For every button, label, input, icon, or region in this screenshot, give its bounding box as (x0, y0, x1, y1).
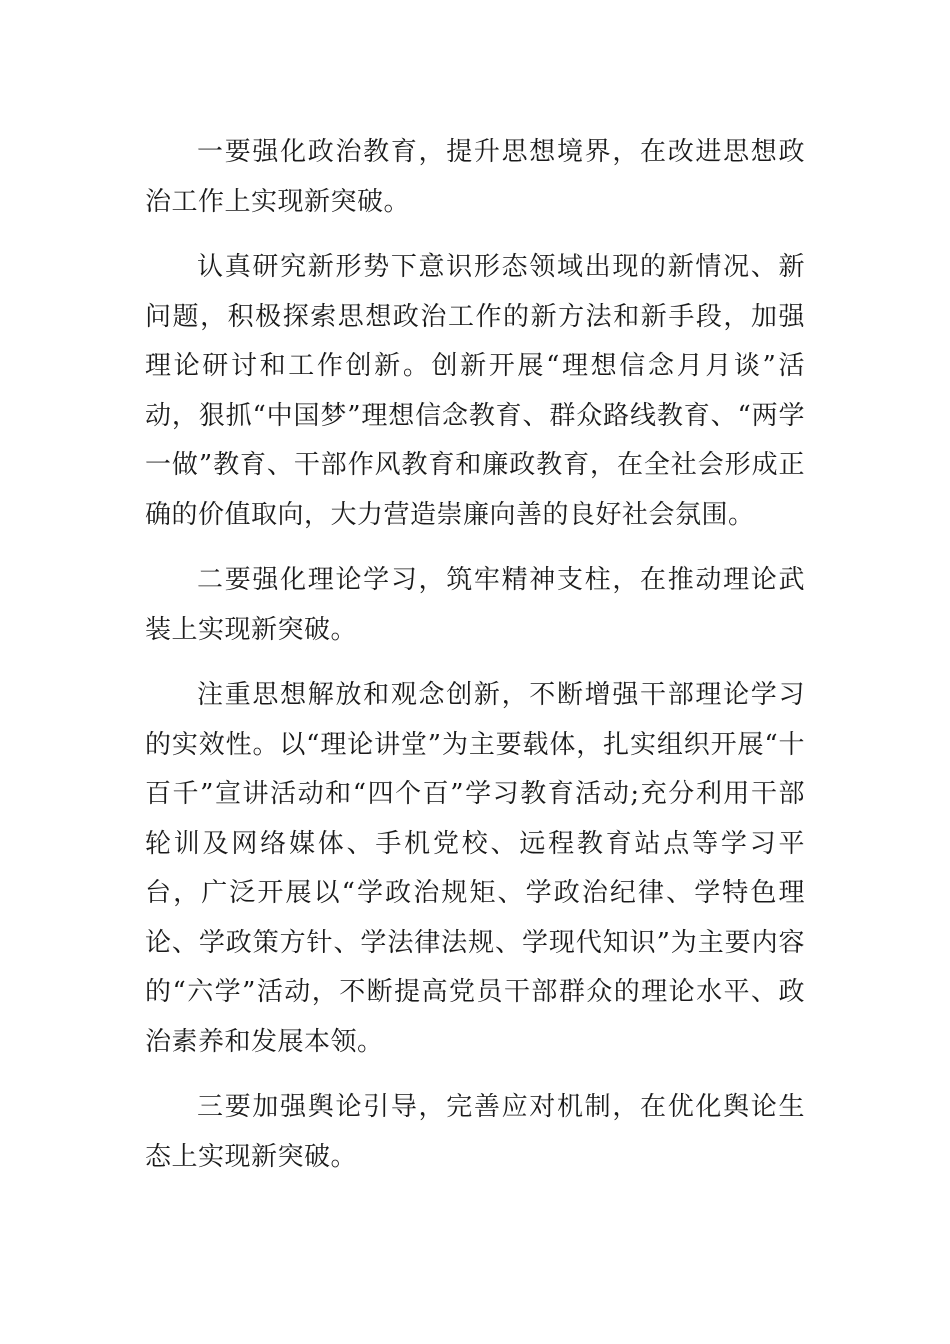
section-heading-3: 三要加强舆论引导，完善应对机制，在优化舆论生态上实现新突破。 (145, 1092, 805, 1172)
section-heading-1: 一要强化政治教育，提升思想境界，在改进思想政治工作上实现新突破。 (145, 137, 805, 217)
section-heading-2: 二要强化理论学习，筑牢精神支柱，在推动理论武装上实现新突破。 (145, 565, 805, 645)
document-body (145, 128, 805, 1198)
body-paragraph-1: 认真研究新形势下意识形态领域出现的新情况、新问题，积极探索思想政治工作的新方法和新手段，加强理论研讨和工作创新。创新开展“理想信念月月谈”活动，狠抓“中国梦”理想信念教育、群众路线教育、“两学一做”教育、干部作风教育和廉政教育，在全社会形成正确的价值取向，大力营造崇廉向善的良好社会氛围。 (145, 252, 805, 530)
body-paragraph-2: 注重思想解放和观念创新，不断增强干部理论学习的实效性。以“理论讲堂”为主要载体，扎实组织开展“十百千”宣讲活动和“四个百”学习教育活动;充分利用干部轮训及网络媒体、手机党校、远程教育站点等学习平台，广泛开展以“学政治规矩、学政治纪律、学特色理论、学政策方针、学法律法规、学现代知识”为主要内容的“六学”活动，不断提高党员干部群众的理论水平、政治素养和发展本领。 (145, 680, 805, 1057)
